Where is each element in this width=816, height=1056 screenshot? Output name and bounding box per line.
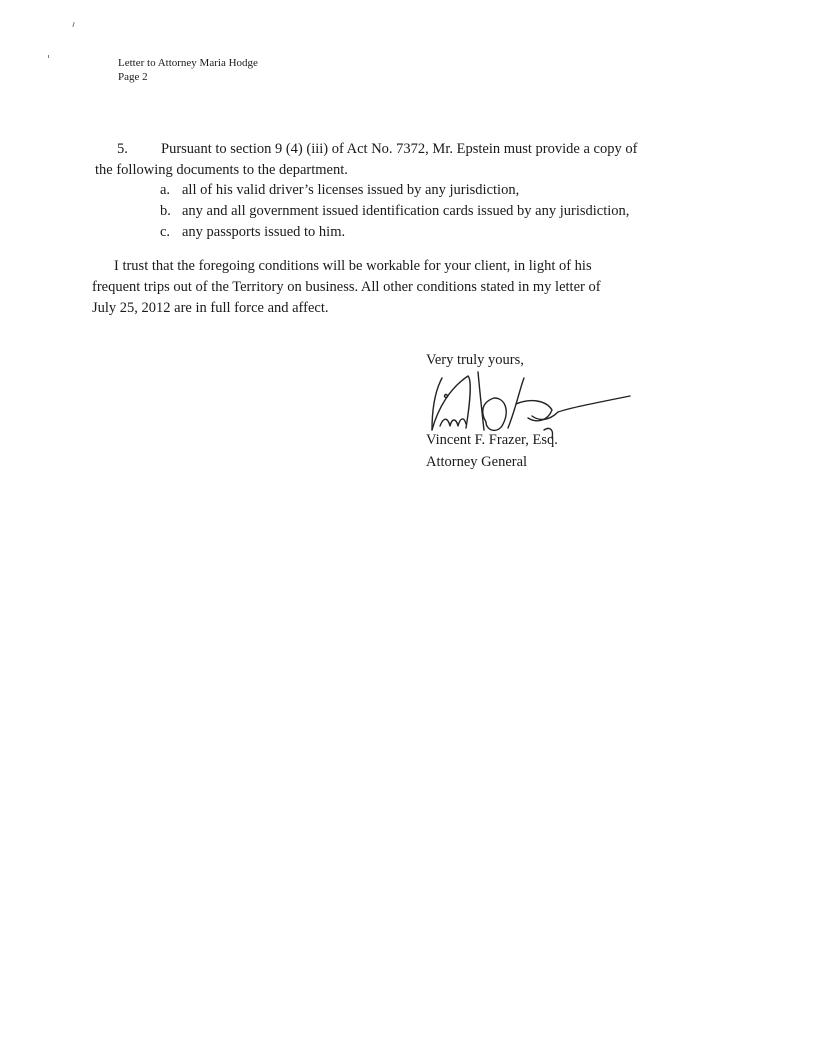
closing-salutation: Very truly yours, <box>426 352 524 368</box>
list-item <box>160 180 720 201</box>
list-marker: b. <box>160 203 171 219</box>
list-item-text: all of his valid driver’s licenses issued by any jurisdiction, <box>182 182 520 198</box>
list-item <box>160 222 720 243</box>
list-item-text: any passports issued to him. <box>182 224 346 240</box>
scan-mark <box>48 55 49 58</box>
list-item <box>160 201 720 222</box>
document-list <box>160 180 720 243</box>
paragraph-trust-line3: July 25, 2012 are in full force and affect. <box>92 300 329 316</box>
paragraph-5-line2: the following documents to the department. <box>95 162 348 178</box>
paragraph-5 <box>95 139 705 181</box>
scan-mark <box>72 22 74 27</box>
paragraph-trust-line2: frequent trips out of the Territory on business. All other conditions stated in my letter of <box>92 279 601 295</box>
signer-name: Vincent F. Frazer, Esq. <box>426 432 558 448</box>
paragraph-5-line1 <box>95 139 705 160</box>
paragraph-trust <box>92 256 692 319</box>
list-marker: c. <box>160 224 171 240</box>
signer-title: Attorney General <box>426 454 528 470</box>
list-marker: a. <box>160 182 171 198</box>
header-page-number: Page 2 <box>118 71 148 83</box>
page-header <box>118 56 258 84</box>
paragraph-trust-line1: I trust that the foregoing conditions will be workable for your client, in light of his <box>114 258 592 274</box>
header-recipient: Letter to Attorney Maria Hodge <box>118 57 258 69</box>
list-item-text: any and all government issued identification cards issued by any jurisdiction, <box>182 203 630 219</box>
paragraph-5-text1: Pursuant to section 9 (4) (iii) of Act No. 7372, Mr. Epstein must provide a copy of <box>161 141 638 157</box>
paragraph-number: 5. <box>117 141 128 157</box>
